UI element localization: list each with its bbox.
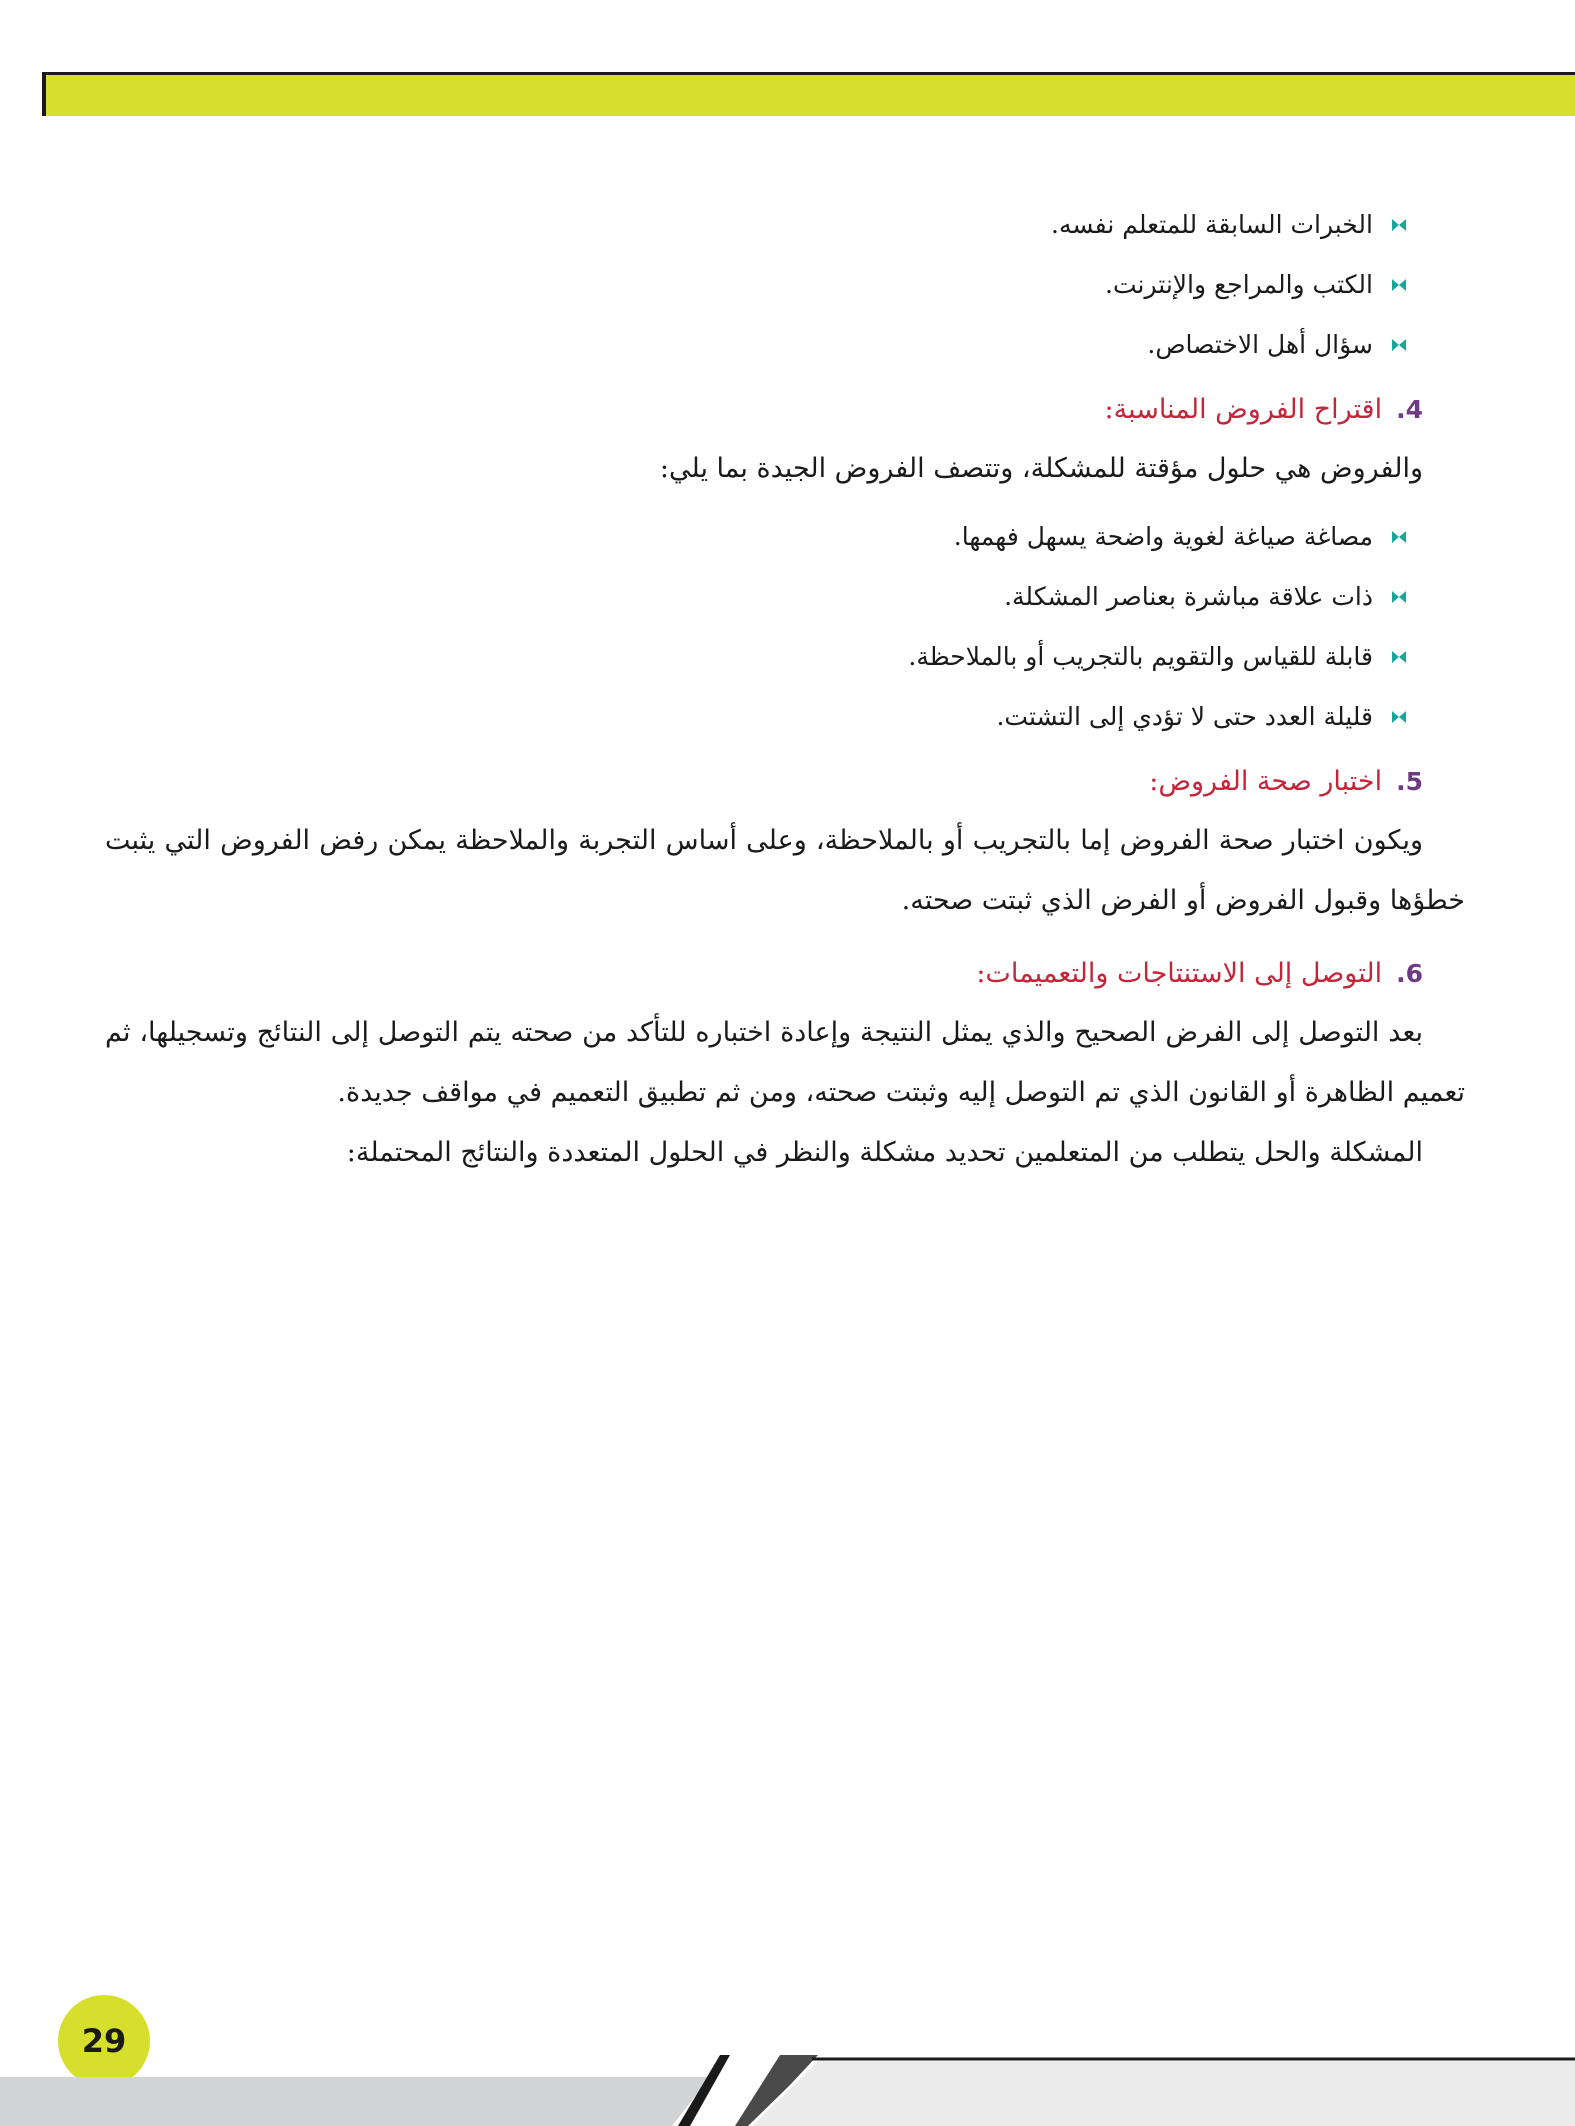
section-4-heading [105,381,1465,439]
page-content [105,195,1465,1183]
list-item-text: مصاغة صياغة لغوية واضحة يسهل فهمها. [953,522,1373,551]
section-5-body: ويكون اختبار صحة الفروض إما بالتجريب أو بالملاحظة، وعلى أساس التجربة والملاحظة يمكن رفض الفروض التي يثبت خطؤها وقبول الفروض أو الفرض الذي ثبتت صحته. [105,825,1465,916]
list-item-text: الخبرات السابقة للمتعلم نفسه. [1051,210,1373,239]
footer-decoration [0,2055,1575,2126]
section-5-heading [105,753,1465,811]
sources-list [105,195,1465,375]
list-item-text: ذات علاقة مباشرة بعناصر المشكلة. [1004,582,1373,611]
list-item [105,507,1407,567]
section-number: 5. [1396,767,1423,796]
list-item-text: قابلة للقياس والتقويم بالتجريب أو بالملاحظة. [908,642,1373,671]
bowtie-bullet-icon [1391,217,1407,233]
bowtie-bullet-icon [1391,529,1407,545]
page-number: 29 [81,2022,127,2060]
section-title: اقتراح الفروض المناسبة: [1104,394,1383,425]
list-item [105,315,1407,375]
bowtie-bullet-icon [1391,589,1407,605]
section-6-heading [105,945,1465,1003]
list-item-text: الكتب والمراجع والإنترنت. [1105,270,1373,299]
hypothesis-traits-list [105,507,1465,747]
list-item [105,687,1407,747]
bowtie-bullet-icon [1391,709,1407,725]
section-6-body: بعد التوصل إلى الفرض الصحيح والذي يمثل النتيجة وإعادة اختباره للتأكد من صحته يتم التوصل إلى النتائج وتسجيلها، ثم تعميم الظاهرة أو القانون الذي تم التوصل إليه وثبتت صحته، ومن ثم تطبيق التعميم في مواقف جديدة. [105,1017,1465,1108]
bowtie-bullet-icon [1391,649,1407,665]
section-title: التوصل إلى الاستنتاجات والتعميمات: [976,958,1383,989]
bowtie-bullet-icon [1391,277,1407,293]
list-item-text: قليلة العدد حتى لا تؤدي إلى التشتت. [996,702,1373,731]
section-title: اختبار صحة الفروض: [1149,766,1383,797]
section-number: 6. [1396,959,1423,988]
list-item [105,567,1407,627]
section-4-intro: والفروض هي حلول مؤقتة للمشكلة، وتتصف الفروض الجيدة بما يلي: [659,453,1423,484]
header-accent-band [42,72,1575,116]
section-number: 4. [1396,395,1423,424]
list-item-text: سؤال أهل الاختصاص. [1147,330,1373,359]
section-6-closing: المشكلة والحل يتطلب من المتعلمين تحديد مشكلة والنظر في الحلول المتعددة والنتائج المحتملة: [346,1137,1423,1168]
bowtie-bullet-icon [1391,337,1407,353]
list-item [105,627,1407,687]
list-item [105,255,1407,315]
list-item [105,195,1407,255]
